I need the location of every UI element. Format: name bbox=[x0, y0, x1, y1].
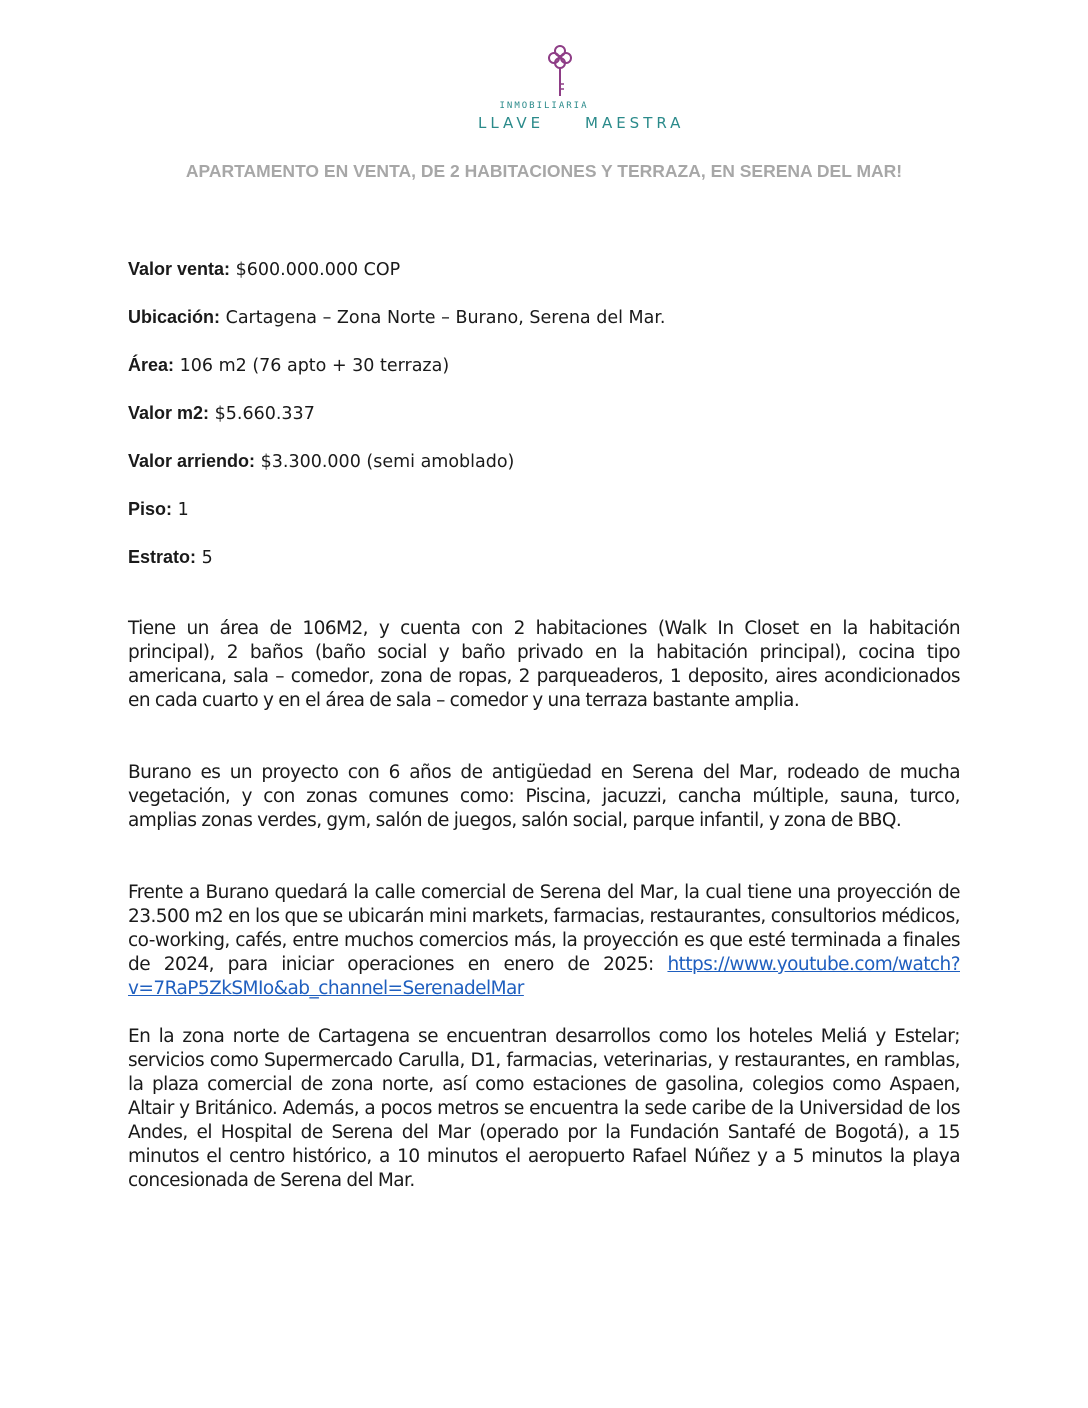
paragraph-burano: Burano es un proyecto con 6 años de antigüedad en Serena del Mar, rodeado de mucha vegetación, y con zonas comunes como: Piscina, jacuzzi, cancha múltiple, sauna, turco, amplias zonas verdes, gym, salón de juegos, salón social, parque infantil, y zona de BBQ. bbox=[128, 762, 960, 831]
field-value: 106 m2 (76 apto + 30 terraza) bbox=[179, 356, 450, 376]
logo-word-right: MAESTRA bbox=[585, 114, 685, 132]
field-area bbox=[128, 353, 449, 378]
paragraph-description: Tiene un área de 106M2, y cuenta con 2 habitaciones (Walk In Closet en la habitación principal), 2 baños (baño social y baño privado en la habitación principal), cocina tipo americana, sala – comedor, zona de ropas, 2 parqueaderos, 1 deposito, aires acondicionados en cada cuarto y en el área de sala – comedor y una terraza bastante amplia. bbox=[128, 618, 960, 711]
field-value: $600.000.000 COP bbox=[235, 260, 401, 280]
youtube-link[interactable]: https://www.youtube.com/watch?v=7RaP5ZkSMIo&ab_channel=SerenadelMar bbox=[128, 954, 960, 999]
field-label: Área: bbox=[128, 355, 175, 375]
field-valor-arriendo bbox=[128, 449, 514, 474]
page-title: APARTAMENTO EN VENTA, DE 2 HABITACIONES Y TERRAZA, EN SERENA DEL MAR! bbox=[185, 161, 903, 181]
field-valor-m2 bbox=[128, 401, 315, 426]
field-label: Piso: bbox=[128, 499, 173, 519]
field-value: 5 bbox=[201, 548, 213, 568]
field-value: $3.300.000 (semi amoblado) bbox=[260, 452, 515, 472]
paragraph-text: Frente a Burano quedará la calle comercial de Serena del Mar, la cual tiene una proyección de 23.500 m2 en los que se ubicarán mini markets, farmacias, restaurantes, consultorios médicos, co-working, cafés, entre muchos comercios más, la proyección es que esté terminada a finales de 2024, para iniciar operaciones en enero de 2025: bbox=[128, 882, 960, 975]
field-estrato bbox=[128, 545, 213, 570]
field-label: Estrato: bbox=[128, 547, 197, 567]
field-piso bbox=[128, 497, 189, 522]
paragraph-calle-comercial bbox=[128, 881, 960, 1001]
field-value: Cartagena – Zona Norte – Burano, Serena del Mar. bbox=[225, 308, 666, 328]
field-label: Valor venta: bbox=[128, 259, 231, 279]
paragraph-zona-norte: En la zona norte de Cartagena se encuentran desarrollos como los hoteles Meliá y Estelar; servicios como Supermercado Carulla, D1, farmacias, veterinarias, y restaurantes, en ramblas, la plaza comercial de zona norte, así como estaciones de gasolina, colegios como Aspaen, Altair y Británico. Además, a pocos metros se encuentra la sede caribe de la Universidad de los Andes, el Hospital de Serena del Mar (operado por la Fundación Santafé de Bogotá), a 15 minutos el centro histórico, a 10 minutos el aeropuerto Rafael Núñez y a 5 minutos la playa concesionada de Serena del Mar. bbox=[128, 1026, 960, 1191]
field-ubicacion bbox=[128, 305, 666, 330]
field-label: Valor m2: bbox=[128, 403, 210, 423]
field-value: $5.660.337 bbox=[214, 404, 315, 424]
field-value: 1 bbox=[177, 500, 189, 520]
logo-subtitle: INMOBILIARIA bbox=[499, 101, 589, 111]
logo-word-left: LLAVE bbox=[478, 114, 545, 132]
field-valor-venta bbox=[128, 257, 400, 282]
field-label: Ubicación: bbox=[128, 307, 221, 327]
field-label: Valor arriendo: bbox=[128, 451, 256, 471]
key-icon bbox=[546, 44, 574, 100]
